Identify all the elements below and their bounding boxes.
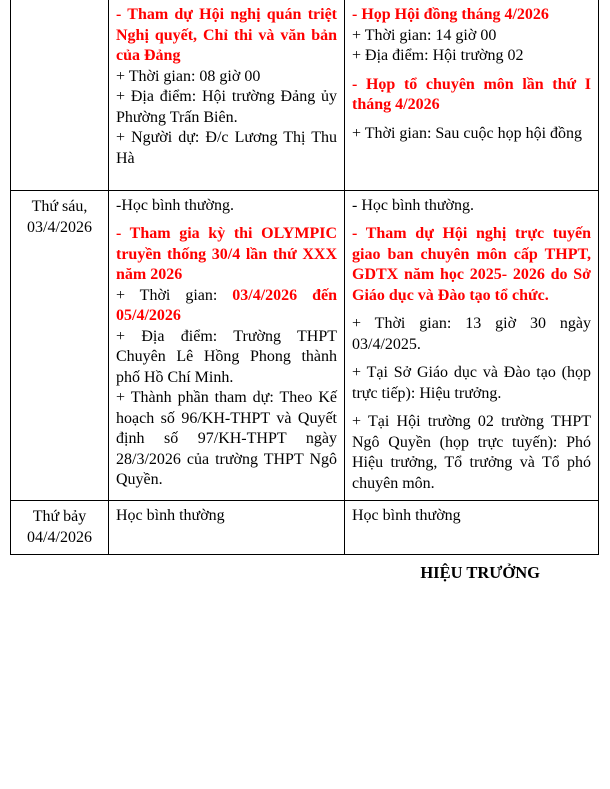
text-run: + Địa điểm: Trường THPT Chuyên Lê Hồng Phong thành phố Hồ Chí Minh. xyxy=(116,327,337,386)
schedule-paragraph xyxy=(116,388,337,491)
schedule-paragraph xyxy=(116,67,337,88)
schedule-paragraph xyxy=(116,128,337,169)
morning-cell xyxy=(109,501,345,555)
schedule-paragraph xyxy=(116,506,337,527)
schedule-paragraph xyxy=(352,412,591,494)
highlighted-text-run: - Họp Hội đồng tháng 4/2026 xyxy=(352,6,549,23)
day-label: Thứ sáu, xyxy=(31,197,88,215)
text-run: + Người dự: Đ/c Lương Thị Thu Hà xyxy=(116,129,337,167)
highlighted-text-run: - Tham dự Hội nghị quán triệt Nghị quyết, Chỉ thi và văn bản của Đảng xyxy=(116,6,337,64)
morning-cell xyxy=(109,0,345,190)
schedule-paragraph xyxy=(352,5,591,26)
day-cell xyxy=(11,501,109,555)
day-cell xyxy=(11,190,109,501)
text-run: + Thời gian: xyxy=(116,286,233,304)
schedule-paragraph xyxy=(352,26,591,47)
schedule-paragraph xyxy=(352,46,591,67)
text-run: + Thời gian: 14 giờ 00 xyxy=(352,26,497,44)
afternoon-cell xyxy=(345,0,599,190)
schedule-paragraph xyxy=(352,124,591,145)
schedule-paragraph xyxy=(116,224,337,286)
text-run: + Thời gian: 08 giờ 00 xyxy=(116,67,261,85)
afternoon-cell xyxy=(345,501,599,555)
day-label: Thứ bảy xyxy=(32,508,87,525)
table-row xyxy=(11,190,599,501)
text-run: + Tại Hội trường 02 trường THPT Ngô Quyền (họp trực tuyến): Phó Hiệu trưởng, Tổ trưởng và Tổ phó chuyên môn. xyxy=(352,413,591,492)
schedule-paragraph xyxy=(352,196,591,217)
text-run: + Thời gian: Sau cuộc họp hội đồng xyxy=(352,124,583,142)
text-run: - Học bình thường. xyxy=(352,196,475,214)
table-row xyxy=(11,0,599,190)
schedule-paragraph xyxy=(116,327,337,389)
schedule-paragraph xyxy=(352,224,591,306)
highlighted-text-run: 03/4/2026 đến 05/4/2026 xyxy=(116,286,338,324)
text-run: + Thành phần tham dự: Theo Kế hoạch số 96/KH-THPT và Quyết định số 97/KH-THPT ngày 28/3/2026 của trường THPT Ngô Quyền. xyxy=(116,389,337,488)
schedule-paragraph xyxy=(116,87,337,128)
text-run: Học bình thường xyxy=(352,507,461,524)
schedule-paragraph xyxy=(352,506,591,527)
schedule-table-body xyxy=(11,0,599,555)
text-run: + Địa điểm: Hội trường Đảng ủy Phường Trấn Biên. xyxy=(116,88,337,126)
schedule-paragraph xyxy=(352,363,591,404)
schedule-paragraph xyxy=(352,314,591,355)
text-run: Học bình thường xyxy=(116,507,225,524)
schedule-paragraph xyxy=(352,75,591,116)
afternoon-cell xyxy=(345,190,599,501)
day-label: 04/4/2026 xyxy=(27,529,92,546)
day-cell xyxy=(11,0,109,190)
schedule-paragraph xyxy=(116,196,337,217)
schedule-paragraph xyxy=(116,286,337,327)
highlighted-text-run: - Họp tổ chuyên môn lần thứ I tháng 4/2026 xyxy=(352,75,591,113)
schedule-table xyxy=(10,0,599,555)
signature-title: HIỆU TRƯỞNG xyxy=(420,563,540,582)
text-run: + Tại Sở Giáo dục và Đào tạo (họp trực tiếp): Hiệu trưởng. xyxy=(352,364,591,402)
day-label: 03/4/2026 xyxy=(27,218,92,236)
highlighted-text-run: - Tham dự Hội nghị trực tuyến giao ban chuyên môn cấp THPT, GDTX năm học 2025- 2026 do Sở Giáo dục và Đào tạo tổ chức. xyxy=(352,225,591,304)
table-row xyxy=(11,501,599,555)
morning-cell xyxy=(109,190,345,501)
text-run: + Địa điểm: Hội trường 02 xyxy=(352,47,524,64)
text-run: -Học bình thường. xyxy=(116,196,235,214)
text-run: + Thời gian: 13 giờ 30 ngày 03/4/2025. xyxy=(352,315,591,353)
highlighted-text-run: - Tham gia kỳ thi OLYMPIC truyền thống 30/4 lần thứ XXX năm 2026 xyxy=(116,225,337,283)
schedule-paragraph xyxy=(116,5,337,67)
